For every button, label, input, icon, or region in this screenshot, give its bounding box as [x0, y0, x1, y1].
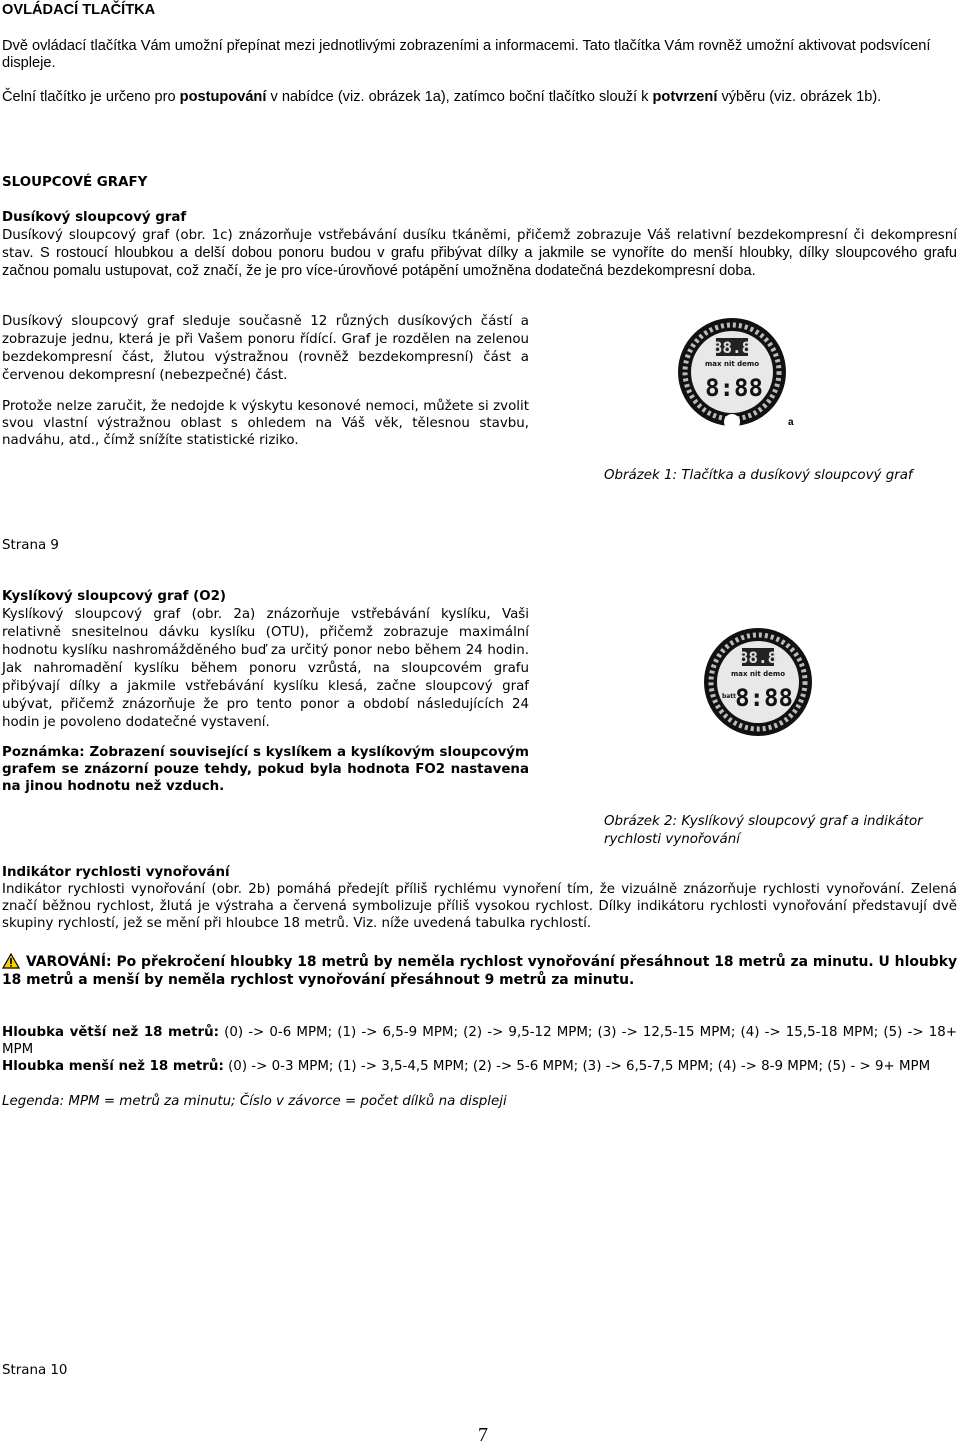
- watch-face-image-2: [702, 626, 814, 738]
- page-number: 7: [478, 1424, 488, 1446]
- page-label-10: Strana 10: [2, 1363, 68, 1378]
- watch2-batt-label: batt: [721, 693, 737, 700]
- ascent-paragraph-1: Indikátor rychlosti vynořování (obr. 2b) pomáhá předejít příliš rychlému vynoření tím, že vizuálně znázorňuje rychlosti vynořování. Zelená značí běžnou rychlost, žlutá je výstraha a červená symbolizuje příliš vysokou rychlost. Dílky indikátoru rychlosti vynořování představují dvě skupiny rychlostí, jež se mění při hloubce 18 metrů. Viz. níže uvedená tabulka rychlostí.: [2, 882, 957, 931]
- intro-paragraph-2: Čelní tlačítko je určeno pro postupování v nabídce (viz. obrázek 1a), zatímco boční tlačítko slouží k potvrzení výběru (viz. obrázek 1b).: [2, 89, 882, 105]
- figure-2-caption-line-1: Obrázek 2: Kyslíkový sloupcový graf a indikátor: [604, 814, 923, 829]
- watch-top-digits: 88.8: [712, 338, 752, 357]
- ascent-legend: Legenda: MPM = metrů za minutu; Číslo v závorce = počet dílků na displeji: [2, 1094, 507, 1109]
- subheading-oxygen: Kyslíkový sloupcový graf (O2): [2, 589, 227, 604]
- oxygen-paragraph-1: Kyslíkový sloupcový graf (obr. 2a) znázorňuje vstřebávání kyslíku, Vaši relativně snesitelnou dávku kyslíku (OTU), přičemž zobrazuje maximální hodnotu kyslíku nashromážděného buď za určitý ponor nebo během 24 hodin. Jak nahromadění kyslíku během ponoru vzrůstá, na sloupcovém grafu přibývají dílky a jakmile vstřebávání kyslíku klesá, začne sloupcový graf ubývat, přičemž znázorňuje že pro tento ponor a období následujících 24 hodin je povoleno dodatečné vystavení.: [2, 607, 529, 730]
- watch-face-image: [676, 318, 788, 430]
- subheading-ascent: Indikátor rychlosti vynořování: [2, 865, 230, 880]
- watch2-top-digits: 88.8: [738, 648, 778, 667]
- figure-1-label: a: [788, 417, 794, 428]
- figure-1-caption: Obrázek 1: Tlačítka a dusíkový sloupcový graf: [604, 468, 913, 483]
- oxygen-note: Poznámka: Zobrazení související s kyslíkem a kyslíkovým sloupcovým grafem se znázorní pouze tehdy, pokud byla hodnota FO2 nastavena na jinou hodnotu než vzduch.: [2, 745, 529, 794]
- warning-text: VAROVÁNÍ: Po překročení hloubky 18 metrů by neměla rychlost vynořování přesáhnout 18 metrů za minutu. U hloubky 18 metrů a menší by neměla rychlost vynořování přesáhnout 9 metrů za minutu.: [2, 954, 957, 988]
- ascent-rates-shallow: Hloubka menší než 18 metrů: (0) -> 0-3 MPM; (1) -> 3,5-4,5 MPM; (2) -> 5-6 MPM; (3) -> 6,5-7,5 MPM; (4) -> 8-9 MPM; (5) - > 9+ MPM: [2, 1059, 931, 1074]
- page-label-9: Strana 9: [2, 538, 59, 553]
- watch2-mode-text: max nit demo: [731, 670, 785, 678]
- figure-2-watch-display: [702, 626, 814, 743]
- intro-paragraph-1: Dvě ovládací tlačítka Vám umožní přepínat mezi jednotlivými zobrazeními a informacemi. Tato tlačítka Vám rovněž umožní aktivovat podsvícení displeje.: [2, 38, 931, 71]
- watch-main-digits: 8:88: [705, 374, 763, 402]
- figure-1-watch-display: [676, 318, 788, 435]
- nitrogen-paragraph-2: Dusíkový sloupcový graf sleduje současně 12 různých dusíkových částí a zobrazuje jednu, která je při Vašem ponoru řídící. Graf je rozdělen na zelenou bezdekompresní část, žlutou výstražnou (rovněž bezdekompresní) část a červenou dekompresní (nebezpečné) část.: [2, 314, 529, 383]
- subheading-nitrogen: Dusíkový sloupcový graf: [2, 210, 187, 225]
- watch2-main-digits: 8:88: [735, 684, 793, 712]
- watch-mode-text: max nit demo: [705, 360, 759, 368]
- section-heading-buttons: OVLÁDACÍ TLAČÍTKA: [2, 2, 156, 18]
- nitrogen-paragraph-3: Protože nelze zaručit, že nedojde k výskytu kesonové nemoci, můžete si zvolit svou vlastní výstražnou oblast s ohledem na Váš věk, tělesnou stavbu, nadváhu, atd., čímž snížíte statistické riziko.: [2, 399, 529, 448]
- ascent-rates-deep: Hloubka větší než 18 metrů: (0) -> 0-6 MPM; (1) -> 6,5-9 MPM; (2) -> 9,5-12 MPM; (3) -> 12,5-15 MPM; (4) -> 15,5-18 MPM; (5) -> 18+ MPM: [2, 1025, 957, 1057]
- section-heading-bar-graphs: SLOUPCOVÉ GRAFY: [2, 175, 148, 190]
- nitrogen-paragraph-1: Dusíkový sloupcový graf (obr. 1c) znázorňuje vstřebávání dusíku tkáněmi, přičemž zobrazuje Váš relativní bezdekompresní či dekompresní stav. S rostoucí hloubkou a delší dobou ponoru budou v grafu přibývat dílky a jakmile se vynoříte do menší hloubky, dílky sloupcového grafu začnou pomalu ustupovat, což značí, že je pro více-úrovňové potápění umožněna dodatečná bezdekompresní doba.: [2, 228, 957, 279]
- figure-2-caption-line-2: rychlosti vynořování: [604, 832, 740, 847]
